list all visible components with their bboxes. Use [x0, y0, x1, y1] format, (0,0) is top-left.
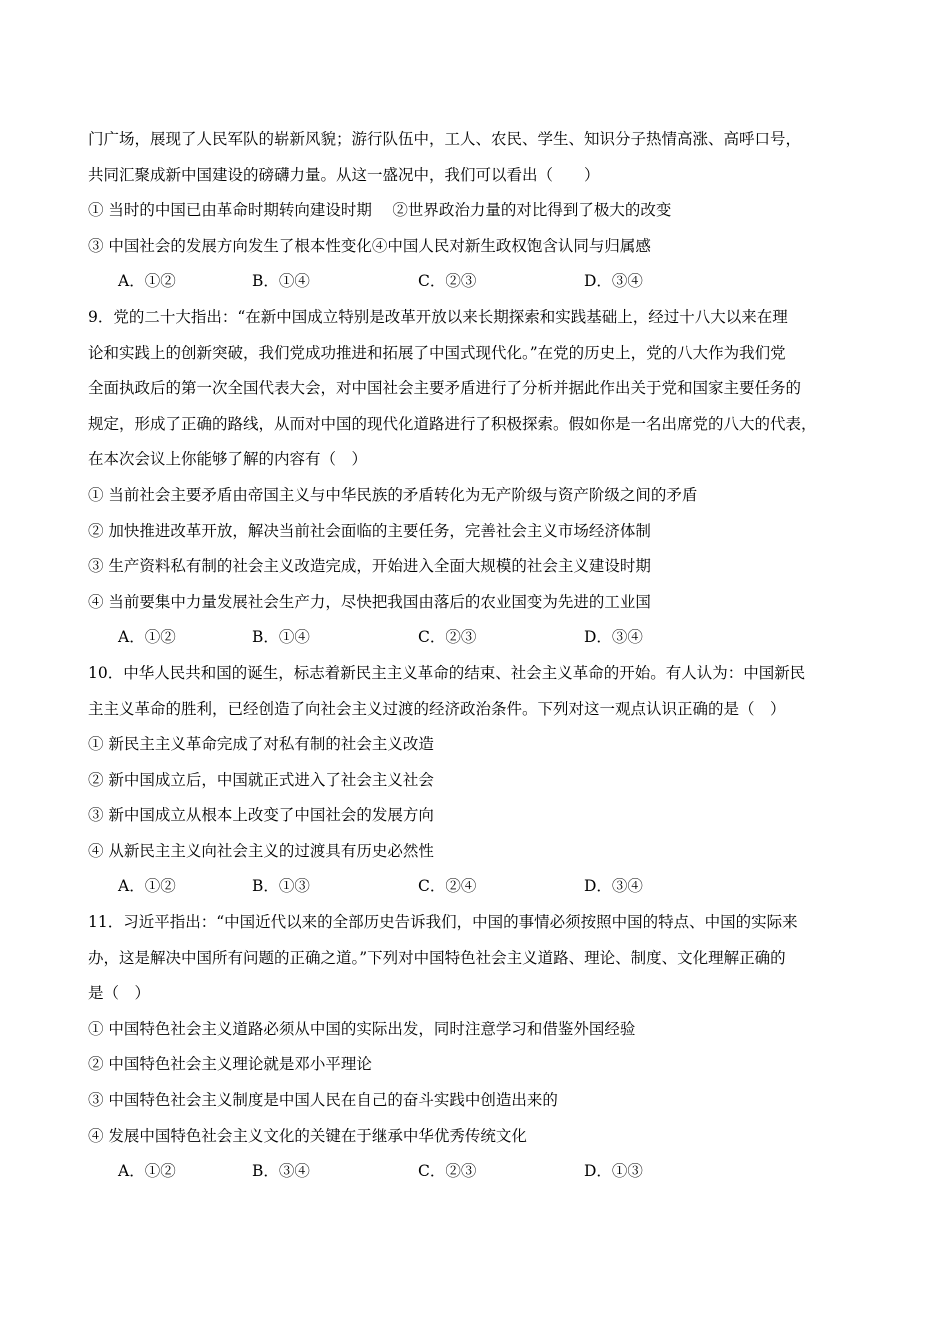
question-9-statement: ② 加快推进改革开放，解决当前社会面临的主要任务，完善社会主义市场经济体制 — [88, 521, 651, 540]
question-8-stem-line: 门广场，展现了人民军队的崭新风貌；游行队伍中，工人、农民、学生、知识分子热情高涨、高呼口号， — [88, 130, 802, 148]
question-10-options — [88, 869, 868, 905]
question-9-stem-line: 全面执政后的第一次全国代表大会，对中国社会主要矛盾进行了分析并据此作出关于党和国家主要任务的 — [88, 379, 802, 398]
question-9-stem-line: 9．党的二十大指出：“在新中国成立特别是改革开放以来长期探索和实践基础上，经过十八大以来在理 — [88, 307, 788, 326]
question-8 — [88, 122, 868, 300]
question-11-stem-line: 11．习近平指出：“中国近代以来的全部历史告诉我们，中国的事情必须按照中国的特点、中国的实际来 — [88, 913, 798, 932]
question-10-stem-line: 主主义革命的胜利，已经创造了向社会主义过渡的经济政治条件。下列对这一观点认识正确的是（ ） — [88, 699, 786, 718]
question-10-statement: ③ 新中国成立从根本上改变了中国社会的发展方向 — [88, 806, 434, 825]
option-c: C．②④ — [418, 877, 477, 896]
question-9-statement: ④ 当前要集中力量发展社会生产力，尽快把我国由落后的农业国变为先进的工业国 — [88, 592, 651, 611]
question-11-stem-line: 是（ ） — [88, 984, 151, 1003]
question-11 — [88, 905, 868, 1190]
option-d: D．③④ — [584, 628, 643, 647]
question-9-stem-line: 规定，形成了正确的路线，从而对中国的现代化道路进行了积极探索。假如你是一名出席党的八大的代表， — [88, 414, 817, 433]
question-11-statement: ① 中国特色社会主义道路必须从中国的实际出发，同时注意学习和借鉴外国经验 — [88, 1019, 636, 1038]
question-9-stem-line: 在本次会议上你能够了解的内容有（ ） — [88, 450, 368, 469]
question-11-stem-line: 办，这是解决中国所有问题的正确之道。”下列对中国特色社会主义道路、理论、制度、文化理解正确的 — [88, 948, 786, 967]
question-9-options — [88, 620, 868, 656]
option-b: B．①③ — [252, 877, 310, 896]
option-a: A．①② — [118, 1162, 176, 1181]
question-8-stem-line: 共同汇聚成新中国建设的磅礴力量。从这一盛况中，我们可以看出（ ） — [88, 165, 600, 184]
option-c: C．②③ — [418, 628, 477, 647]
question-9-statement: ③ 生产资料私有制的社会主义改造完成，开始进入全面大规模的社会主义建设时期 — [88, 557, 651, 576]
question-10-statement: ① 新民主主义革命完成了对私有制的社会主义改造 — [88, 735, 434, 754]
question-10-statement: ④ 从新民主主义向社会主义的过渡具有历史必然性 — [88, 841, 434, 860]
option-b: B．③④ — [252, 1162, 310, 1181]
option-d: D．①③ — [584, 1162, 643, 1181]
question-8-options — [88, 264, 868, 300]
question-8-statement: ③ 中国社会的发展方向发生了根本性变化④中国人民对新生政权饱含认同与归属感 — [88, 236, 651, 255]
question-9 — [88, 300, 868, 656]
option-c: C．②③ — [418, 1162, 477, 1181]
option-a: A．①② — [118, 272, 176, 291]
question-10 — [88, 656, 868, 905]
option-d: D．③④ — [584, 272, 643, 291]
question-11-statement: ② 中国特色社会主义理论就是邓小平理论 — [88, 1055, 372, 1074]
question-10-statement: ② 新中国成立后，中国就正式进入了社会主义社会 — [88, 770, 434, 789]
option-b: B．①④ — [252, 628, 310, 647]
question-11-statement: ④ 发展中国特色社会主义文化的关键在于继承中华优秀传统文化 — [88, 1126, 527, 1145]
page-content — [88, 122, 868, 1190]
question-8-statement: ① 当时的中国已由革命时期转向建设时期 ②世界政治力量的对比得到了极大的改变 — [88, 201, 672, 220]
option-a: A．①② — [118, 628, 176, 647]
question-9-statement: ① 当前社会主要矛盾由帝国主义与中华民族的矛盾转化为无产阶级与资产阶级之间的矛盾 — [88, 485, 698, 504]
question-9-stem-line: 论和实践上的创新突破，我们党成功推进和拓展了中国式现代化。”在党的历史上，党的八大作为我们党 — [88, 343, 786, 362]
question-10-stem-line: 10．中华人民共和国的诞生，标志着新民主主义革命的结束、社会主义革命的开始。有人认为：中国新民 — [88, 663, 806, 682]
question-11-statement: ③ 中国特色社会主义制度是中国人民在自己的奋斗实践中创造出来的 — [88, 1091, 558, 1110]
option-d: D．③④ — [584, 877, 643, 896]
option-a: A．①② — [118, 877, 176, 896]
option-c: C．②③ — [418, 272, 477, 291]
option-b: B．①④ — [252, 272, 310, 291]
question-11-options — [88, 1154, 868, 1190]
